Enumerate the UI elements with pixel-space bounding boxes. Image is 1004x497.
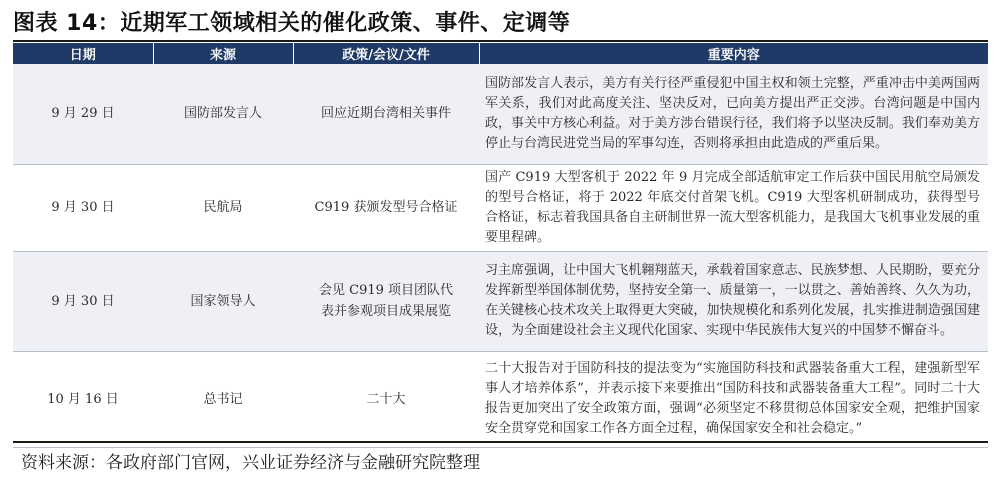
row-source: 民航局 [153, 164, 293, 251]
row-date: 10 月 16 日 [13, 351, 153, 447]
table-row [13, 251, 988, 351]
row-policy: 回应近期台湾相关事件 [293, 64, 479, 164]
events-table [13, 43, 988, 448]
row-source: 国防部发言人 [153, 64, 293, 164]
column-header-source: 来源 [153, 43, 293, 64]
table-header-row [13, 43, 988, 64]
row-content: 国产 C919 大型客机于 2022 年 9 月完成全部适航审定工作后获中国民用航空局颁发的型号合格证，将于 2022 年底交付首架飞机。C919 大型客机研制成功，获得型号合格证，标志着我国具备自主研制世界一流大型客机能力，是我国大飞机事业发展的重要里程碑。 [479, 164, 988, 251]
table-row [13, 164, 988, 251]
row-date: 9 月 29 日 [13, 64, 153, 164]
row-source: 国家领导人 [153, 251, 293, 351]
row-source: 总书记 [153, 351, 293, 447]
row-policy: C919 获颁发型号合格证 [293, 164, 479, 251]
column-header-policy: 政策/会议/文件 [293, 43, 479, 64]
row-policy: 会见 C919 项目团队代表并参观项目成果展览 [293, 251, 479, 351]
figure-title: 图表 14：近期军工领域相关的催化政策、事件、定调等 [13, 11, 571, 36]
table-row [13, 64, 988, 164]
row-date: 9 月 30 日 [13, 251, 153, 351]
table-row [13, 351, 988, 447]
row-date: 9 月 30 日 [13, 164, 153, 251]
title-divider [13, 40, 988, 42]
column-header-content: 重要内容 [479, 43, 988, 64]
column-header-date: 日期 [13, 43, 153, 64]
row-content: 国防部发言人表示，美方有关行径严重侵犯中国主权和领土完整，严重冲击中美两国两军关系，我们对此高度关注、坚决反对，已向美方提出严正交涉。台湾问题是中国内政，事关中方核心利益。对于美方涉台错误行径，我们将予以坚决反制。我们奉劝美方停止与台湾民进党当局的军事勾连，否则将承担由此造成的严重后果。 [479, 64, 988, 164]
source-note: 资料来源：各政府部门官网，兴业证券经济与金融研究院整理 [21, 453, 480, 473]
row-content: 习主席强调，让中国大飞机翱翔蓝天，承载着国家意志、民族梦想、人民期盼，要充分发挥新型举国体制优势，坚持安全第一、质量第一，一以贯之、善始善终、久久为功，在关键核心技术攻关上取得更大突破，加快规模化和系列化发展，扎实推进制造强国建设，为全面建设社会主义现代化国家、实现中华民族伟大复兴的中国梦不懈奋斗。 [479, 251, 988, 351]
table-bottom-divider [13, 441, 988, 443]
row-content: 二十大报告对于国防科技的提法变为“实施国防科技和武器装备重大工程，建强新型军事人才培养体系”，并表示接下来要推出“国防科技和武器装备重大工程”。同时二十大报告更加突出了安全政策方面，强调“必须坚定不移贯彻总体国家安全观，把维护国家安全贯穿党和国家工作各方面全过程，确保国家安全和社会稳定。” [479, 351, 988, 447]
row-policy: 二十大 [293, 351, 479, 447]
